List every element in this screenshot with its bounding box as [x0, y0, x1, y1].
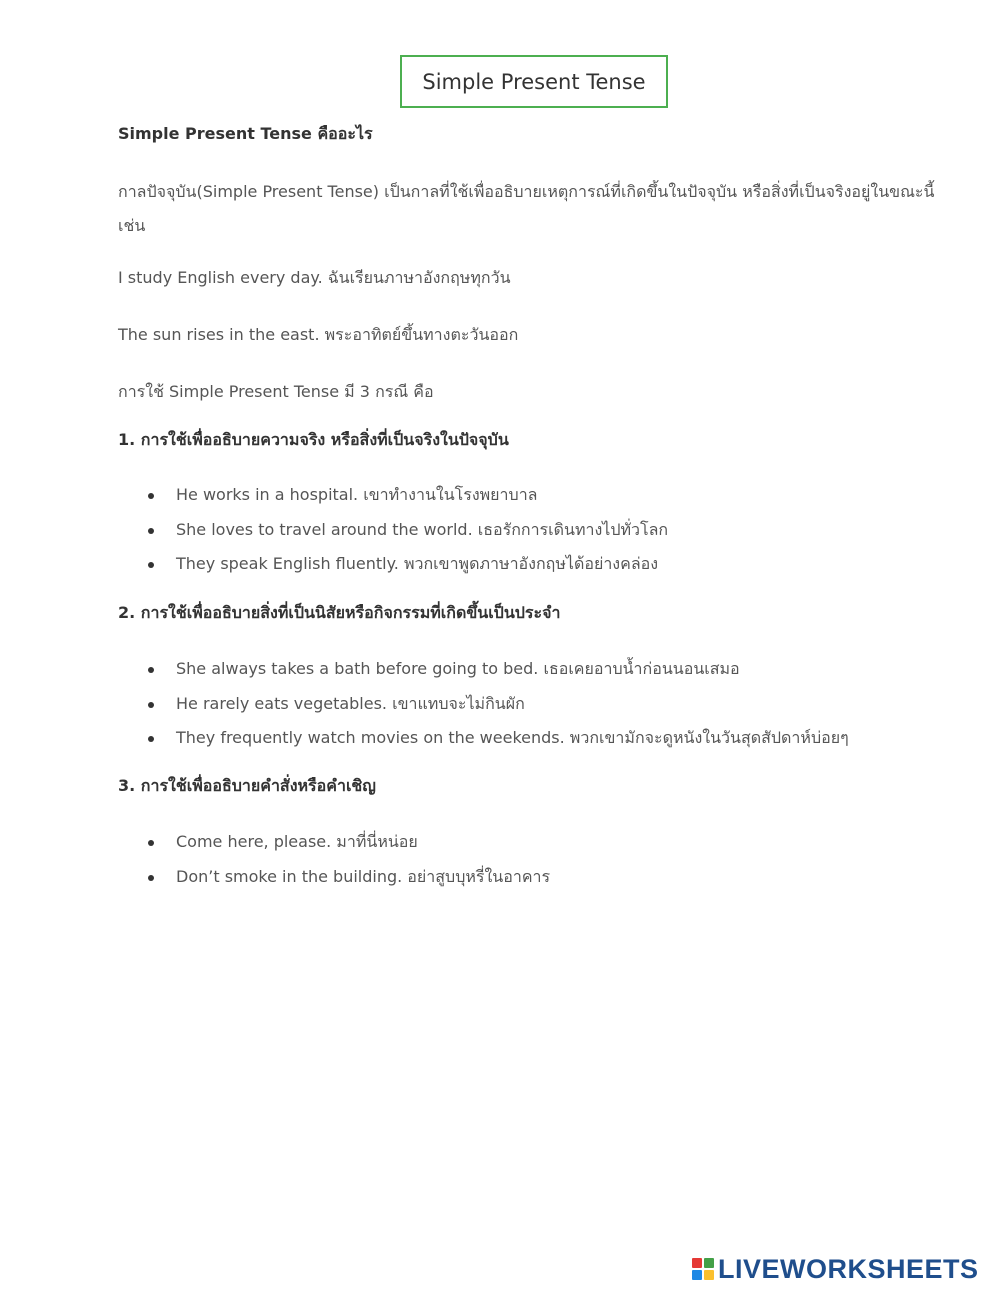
bullet-icon: [148, 562, 154, 568]
bullet-icon: [148, 875, 154, 881]
example-sentence: I study English every day. ฉันเรียนภาษาอังกฤษทุกวัน: [118, 268, 511, 287]
list-item: [118, 652, 849, 687]
list-item-text: He works in a hospital. เขาทำงานในโรงพยาบาล: [176, 485, 538, 504]
logo-block: [692, 1258, 702, 1268]
list-item-text: She loves to travel around the world. เธอรักการเดินทางไปทั่วโลก: [176, 519, 669, 539]
bullet-icon: [148, 736, 154, 742]
list-item: [118, 825, 550, 860]
list-item: [118, 513, 668, 548]
list-item-text: They frequently watch movies on the weekends. พวกเขามักจะดูหนังในวันสุดสัปดาห์บ่อยๆ: [176, 728, 849, 747]
list-item: [118, 547, 668, 582]
list-item: [118, 687, 849, 722]
bullet-list: [118, 478, 668, 582]
intro-paragraph: กาลปัจจุบัน(Simple Present Tense) เป็นกาลที่ใช้เพื่ออธิบายเหตุการณ์ที่เกิดขึ้นในปัจจุบัน หรือสิ่งที่เป็นจริงอยู่ในขณะนี้ เช่น: [118, 182, 935, 235]
bullet-icon: [148, 493, 154, 499]
list-item: [118, 721, 849, 756]
logo-block: [692, 1270, 702, 1280]
section-heading: 3. การใช้เพื่ออธิบายคำสั่งหรือคำเชิญ: [118, 776, 376, 795]
usage-intro: การใช้ Simple Present Tense มี 3 กรณี คือ: [118, 382, 434, 401]
list-item-text: She always takes a bath before going to bed. เธอเคยอาบน้ำก่อนนอนเสมอ: [176, 659, 740, 678]
list-item: [118, 860, 550, 895]
list-item: [118, 478, 668, 513]
logo-block: [704, 1270, 714, 1280]
liveworksheets-logo[interactable]: [692, 1254, 979, 1284]
list-item-text: Come here, please. มาที่นี่หน่อย: [176, 832, 418, 851]
section-heading: 1. การใช้เพื่ออธิบายความจริง หรือสิ่งที่เป็นจริงในปัจจุบัน: [118, 430, 509, 449]
section-heading: 2. การใช้เพื่ออธิบายสิ่งที่เป็นนิสัยหรือกิจกรรมที่เกิดขึ้นเป็นประจำ: [118, 603, 561, 622]
bullet-icon: [148, 528, 154, 534]
list-item-text: They speak English fluently. พวกเขาพูดภาษาอังกฤษได้อย่างคล่อง: [176, 554, 659, 573]
bullet-icon: [148, 840, 154, 846]
logo-block: [704, 1258, 714, 1268]
logo-text: LIVEWORKSHEETS: [718, 1254, 979, 1284]
example-sentence: The sun rises in the east. พระอาทิตย์ขึ้นทางตะวันออก: [118, 325, 519, 344]
bullet-icon: [148, 667, 154, 673]
logo-blocks-icon: [692, 1258, 714, 1280]
bullet-list: [118, 825, 550, 894]
page-title: Simple Present Tense: [400, 55, 668, 108]
bullet-list: [118, 652, 849, 756]
list-item-text: He rarely eats vegetables. เขาแทบจะไม่กินผัก: [176, 693, 525, 713]
bullet-icon: [148, 702, 154, 708]
subtitle: Simple Present Tense คืออะไร: [118, 124, 373, 143]
list-item-text: Don’t smoke in the building. อย่าสูบบุหรี่ในอาคาร: [176, 866, 551, 886]
